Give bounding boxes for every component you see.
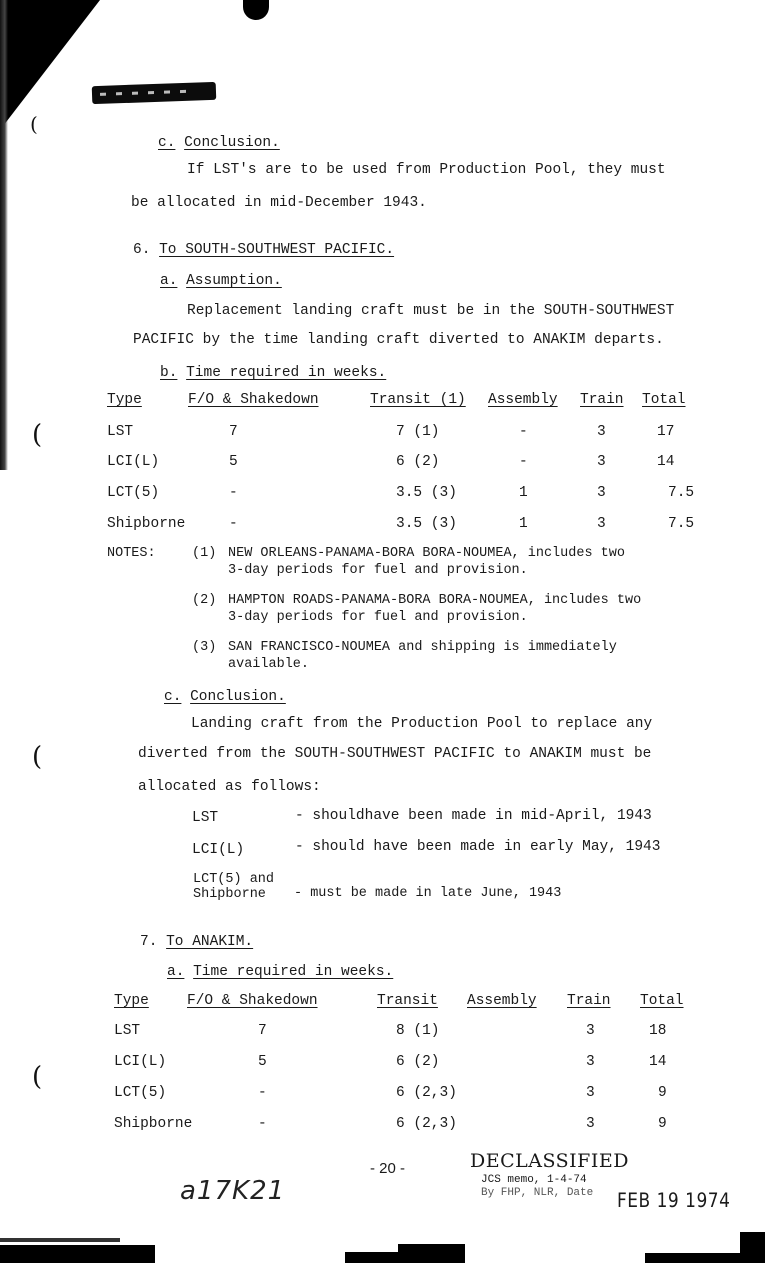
paragraph-line: be allocated in mid-December 1943. — [131, 195, 427, 211]
scan-edge-bar — [645, 1253, 765, 1263]
section-7-heading: 7. To ANAKIM. — [140, 934, 254, 950]
section-heading: To SOUTH-SOUTHWEST PACIFIC. — [159, 242, 395, 258]
note-text: NEW ORLEANS-PANAMA-BORA BORA-NOUMEA, includes two — [228, 546, 625, 561]
scan-edge-bar — [345, 1252, 465, 1263]
section-6c-heading: c. Conclusion. — [164, 689, 286, 705]
stamp-date: FEB 19 1974 — [617, 1189, 731, 1213]
stamp-title: DECLASSIFIED — [470, 1150, 629, 1172]
note-text: 3-day periods for fuel and provision. — [228, 610, 528, 625]
allocation-type: LST — [192, 810, 219, 826]
binder-hole-mark: ( — [32, 742, 43, 772]
allocation-text: - shouldhave been made in mid-April, 1943 — [295, 808, 652, 824]
punch-hole — [243, 0, 269, 20]
section-heading: To ANAKIM. — [166, 934, 254, 950]
paragraph-line: diverted from the SOUTH-SOUTHWEST PACIFIC to ANAKIM must be — [138, 746, 652, 762]
table-row: Shipborne - 3.5 (3) 1 3 7.5 — [107, 516, 695, 532]
allocation-type: LCI(L) — [192, 842, 245, 858]
table-row: LCT(5) - 3.5 (3) 1 3 7.5 — [107, 485, 695, 501]
note-number: (2) — [192, 593, 217, 608]
allocation-type-line2: Shipborne — [193, 887, 266, 902]
section-heading: Conclusion. — [184, 135, 280, 151]
redacted-classification-marking — [92, 82, 217, 104]
paragraph-line: allocated as follows: — [138, 779, 321, 795]
note-text: 3-day periods for fuel and provision. — [228, 563, 528, 578]
table-row: LCT(5) - 6 (2,3) 3 9 — [114, 1085, 667, 1101]
note-number: (3) — [192, 640, 217, 655]
section-5c-heading: c. Conclusion. — [158, 135, 280, 151]
paragraph-line: Landing craft from the Production Pool to replace any — [191, 716, 653, 732]
paragraph-line: PACIFIC by the time landing craft diverted to ANAKIM departs. — [133, 332, 664, 348]
scan-edge-bar — [740, 1232, 765, 1254]
paragraph-line: Replacement landing craft must be in the SOUTH-SOUTHWEST — [187, 303, 675, 319]
binder-mark: ( — [30, 112, 38, 136]
page-number: - 20 - — [370, 1160, 406, 1177]
scan-edge-bar — [398, 1244, 465, 1252]
note-text: SAN FRANCISCO-NOUMEA and shipping is immediately — [228, 640, 617, 655]
stamp-reviewer: By FHP, NLR, Date — [481, 1187, 594, 1199]
scan-edge-bar — [0, 1245, 155, 1263]
handwritten-code: a17K21 — [180, 1176, 286, 1206]
scan-edge-line — [0, 1238, 120, 1242]
note-text: HAMPTON ROADS-PANAMA-BORA BORA-NOUMEA, includes two — [228, 593, 642, 608]
table-row: LST 7 8 (1) 3 18 — [114, 1023, 667, 1039]
table-row: LST 7 7 (1) - 3 17 — [107, 424, 675, 440]
note-text: available. — [228, 657, 310, 672]
table-row: LCI(L) 5 6 (2) - 3 14 — [107, 454, 675, 470]
section-6-heading: 6. To SOUTH-SOUTHWEST PACIFIC. — [133, 242, 395, 258]
allocation-text: - should have been made in early May, 1943 — [295, 839, 661, 855]
section-7a-heading: a. Time required in weeks. — [167, 964, 394, 980]
table-row: LCI(L) 5 6 (2) 3 14 — [114, 1054, 667, 1070]
table-header-row: Type F/O & Shakedown Transit (1) Assembly Train Total — [107, 392, 686, 408]
allocation-text: - must be made in late June, 1943 — [294, 886, 562, 901]
allocation-type: LCT(5) and — [193, 872, 275, 887]
table-row: Shipborne - 6 (2,3) 3 9 — [114, 1116, 667, 1132]
stamp-authority: JCS memo, 1-4-74 — [481, 1174, 587, 1186]
note-number: (1) — [192, 546, 217, 561]
paragraph-line: If LST's are to be used from Production Pool, they must — [187, 162, 666, 178]
section-6b-heading: b. Time required in weeks. — [160, 365, 387, 381]
scan-corner-shadow — [0, 0, 100, 130]
notes-label: NOTES: — [107, 546, 156, 561]
table-header-row: Type F/O & Shakedown Transit Assembly Train Total — [114, 993, 684, 1009]
binder-hole-mark: ( — [32, 1062, 43, 1092]
binder-hole-mark: ( — [32, 420, 43, 450]
section-6a-heading: a. Assumption. — [160, 273, 282, 289]
